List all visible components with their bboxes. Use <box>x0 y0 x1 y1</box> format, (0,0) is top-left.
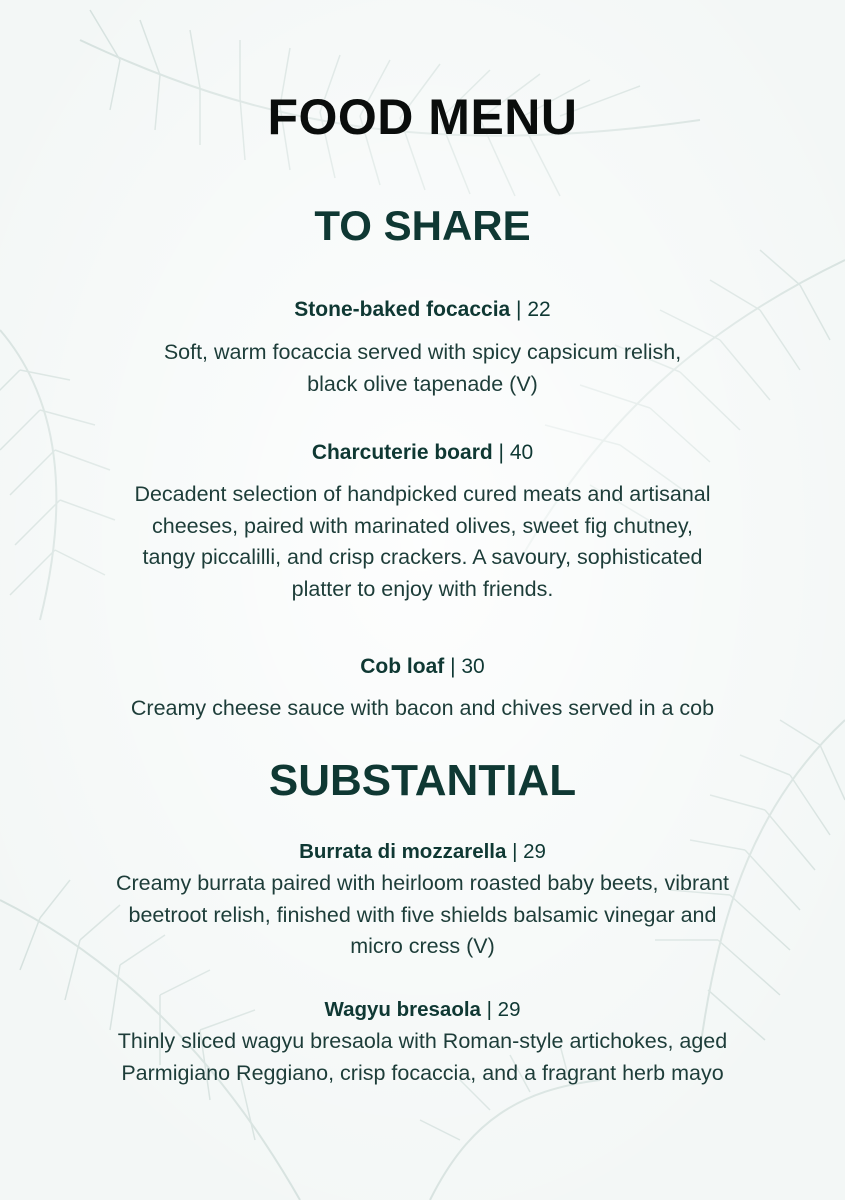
description-line: micro cress (V) <box>350 934 495 958</box>
item-description <box>40 479 805 605</box>
section-title-substantial: SUBSTANTIAL <box>268 756 577 805</box>
price-separator: | <box>510 298 528 321</box>
description-line: Soft, warm focaccia served with spicy capsicum relish, <box>163 340 682 364</box>
menu-item-title <box>0 438 845 468</box>
item-name: Burrata di mozzarella <box>299 840 507 863</box>
description-line: Creamy cheese sauce with bacon and chives served in a cob <box>130 696 715 720</box>
item-description <box>40 868 805 963</box>
price-separator: | <box>506 840 524 863</box>
description-line: tangy piccalilli, and crisp crackers. A savoury, sophisticated <box>142 545 703 569</box>
description-line: Decadent selection of handpicked cured meats and artisanal <box>134 482 711 506</box>
item-description <box>40 337 805 400</box>
menu-item-title <box>0 995 845 1025</box>
item-price: 30 <box>461 655 485 678</box>
item-name: Wagyu bresaola <box>324 998 481 1021</box>
description-line: platter to enjoy with friends. <box>291 576 554 601</box>
item-name: Charcuterie board <box>311 441 493 464</box>
price-separator: | <box>492 441 510 464</box>
description-line: Creamy burrata paired with heirloom roasted baby beets, vibrant <box>115 871 730 895</box>
description-line: Parmigiano Reggiano, crisp focaccia, and a fragrant herb mayo <box>121 1060 724 1085</box>
description-line: Thinly sliced wagyu bresaola with Roman-style artichokes, aged <box>117 1029 728 1053</box>
item-price: 40 <box>509 441 534 464</box>
item-price: 29 <box>497 998 521 1021</box>
item-name: Stone-baked focaccia <box>294 298 511 321</box>
description-line: black olive tapenade (V) <box>307 371 538 396</box>
item-price: 29 <box>523 840 546 863</box>
menu-item-title <box>0 295 845 325</box>
menu-title: FOOD MENU <box>267 89 578 145</box>
menu-item-title <box>0 837 845 867</box>
item-price: 22 <box>527 298 551 321</box>
item-description <box>40 693 805 725</box>
description-line: beetroot relish, finished with five shields balsamic vinegar and <box>128 902 717 927</box>
item-description <box>40 1026 805 1089</box>
price-separator: | <box>444 655 462 678</box>
item-name: Cob loaf <box>360 655 445 678</box>
description-line: cheeses, paired with marinated olives, sweet fig chutney, <box>152 513 693 538</box>
section-title-to-share: TO SHARE <box>314 202 531 249</box>
price-separator: | <box>480 998 498 1021</box>
menu-item-title <box>0 652 845 682</box>
